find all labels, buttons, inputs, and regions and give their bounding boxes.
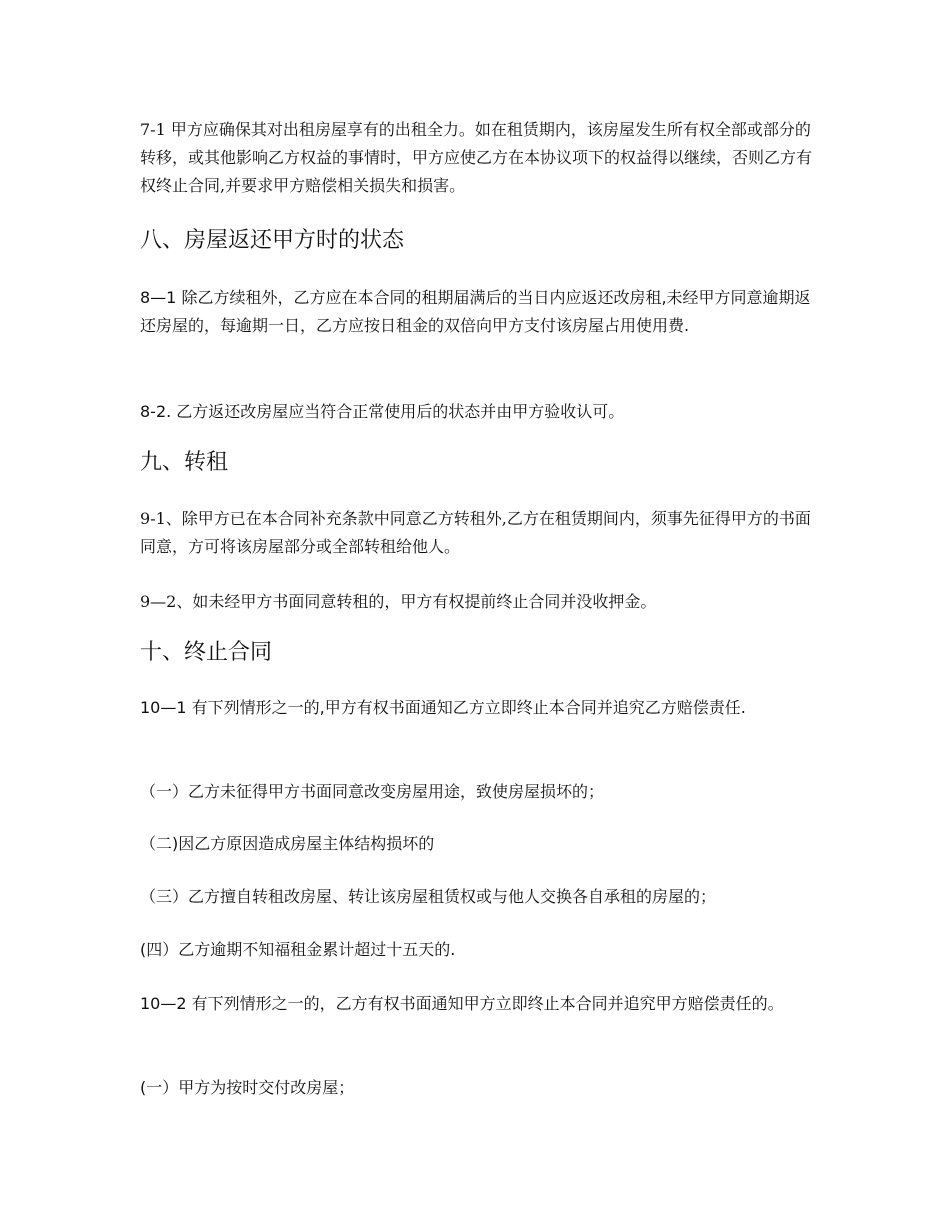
clause-8-1: 8—1 除乙方续租外，乙方应在本合同的租期届满后的当日内应返还改房租,未经甲方同意逾期返还房屋的，每逾期一日，乙方应按日租金的双倍向甲方支付该房屋占用使用费. (140, 288, 811, 335)
heading-section-9: 九、转租 (140, 450, 229, 475)
clause-9-1: 9-1、除甲方已在本合同补充条款中同意乙方转租外,乙方在租赁期间内，须事先征得甲方的书面同意，方可将该房屋部分或全部转租给他人。 (140, 509, 811, 556)
heading-section-10: 十、终止合同 (140, 640, 273, 665)
list-item-10-2-1: (一）甲方为按时交付改房屋； (140, 1078, 355, 1097)
clause-10-1: 10—1 有下列情形之一的,甲方有权书面通知乙方立即终止本合同并追究乙方赔偿责任. (140, 698, 746, 717)
list-item-10-1-4: (四）乙方逾期不知福租金累计超过十五天的. (140, 940, 456, 959)
heading-section-8: 八、房屋返还甲方时的状态 (140, 228, 405, 253)
clause-9-2: 9—2、如未经甲方书面同意转租的，甲方有权提前终止合同并没收押金。 (140, 592, 657, 611)
clause-8-2: 8-2. 乙方返还改房屋应当符合正常使用后的状态并由甲方验收认可。 (140, 402, 625, 421)
list-item-10-1-1: （一）乙方未征得甲方书面同意改变房屋用途，致使房屋损坏的； (140, 782, 605, 801)
clause-7-1: 7-1 甲方应确保其对出租房屋享有的出租全力。如在租赁期内，该房屋发生所有权全部或部分的转移，或其他影响乙方权益的事情时，甲方应使乙方在本协议项下的权益得以继续，否则乙方有权终止合同,并要求甲方赔偿相关损失和损害。 (140, 120, 813, 195)
clause-10-2: 10—2 有下列情形之一的，乙方有权书面通知甲方立即终止本合同并追究甲方赔偿责任的。 (140, 994, 784, 1013)
list-item-10-1-3: （三）乙方擅自转租改房屋、转让该房屋租赁权或与他人交换各自承租的房屋的； (140, 887, 717, 906)
list-item-10-1-2: （二)因乙方原因造成房屋主体结构损坏的 (140, 834, 435, 853)
